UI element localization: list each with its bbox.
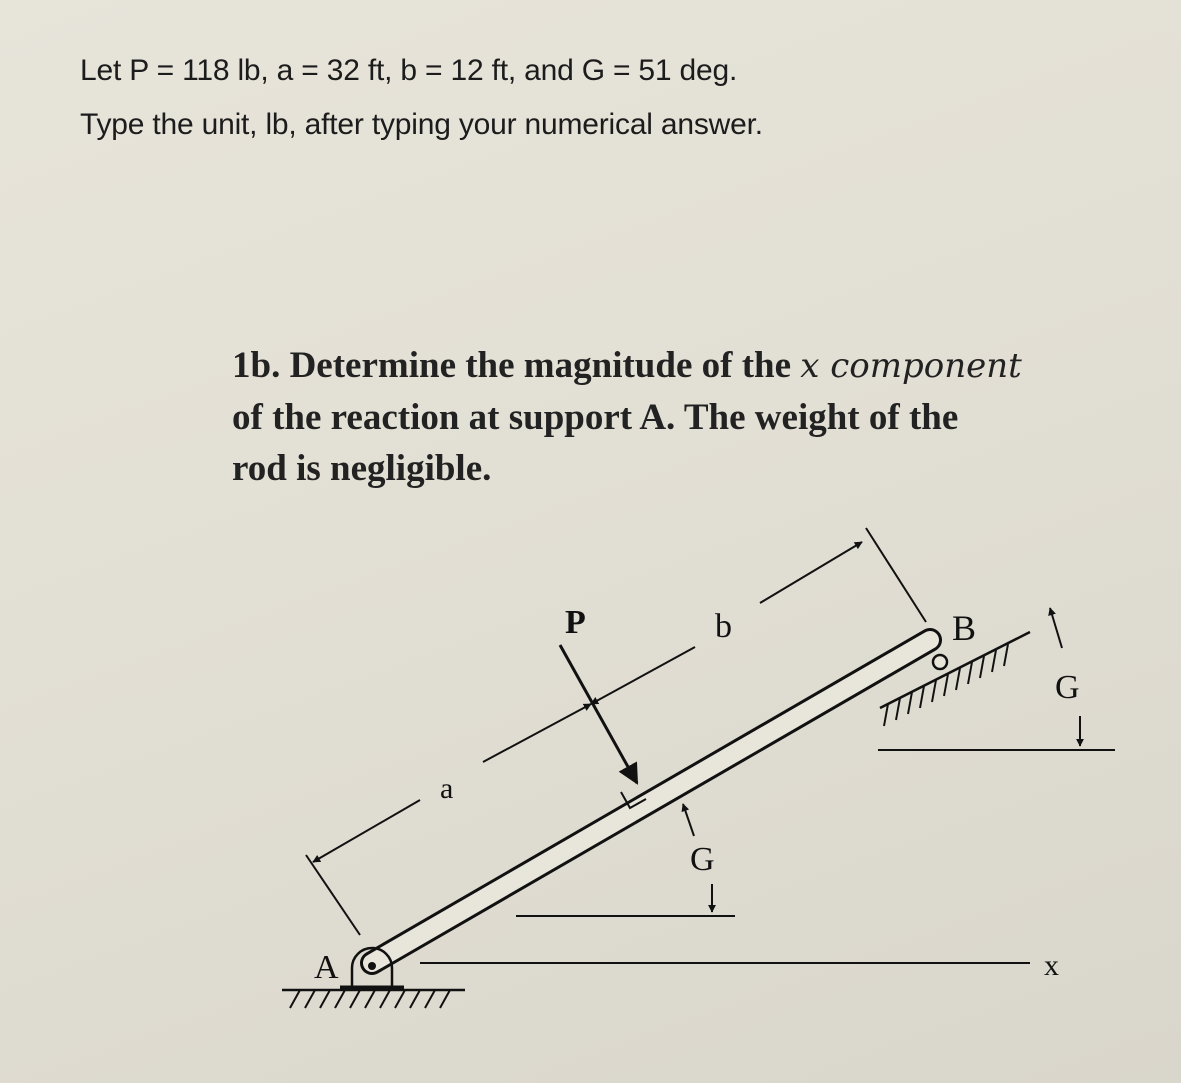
x-component-term: x component — [800, 346, 1022, 386]
label-a-dimension: a — [440, 772, 454, 805]
rod — [372, 640, 930, 963]
label-point-b: B — [952, 608, 977, 648]
problem-line-2: of the reaction at support A. The weight of the — [232, 397, 959, 438]
ground-hatch-icon — [290, 990, 450, 1008]
label-axis-x: x — [1044, 949, 1059, 982]
bottom-angle-arrow-up — [683, 804, 694, 836]
roller-icon — [933, 655, 947, 669]
right-angle-arrow-up — [1050, 608, 1062, 648]
answer-instruction-text: Type the unit, lb, after typing your numerical answer. — [80, 108, 763, 141]
label-g-bottom: G — [690, 841, 715, 878]
given-values-text: Let P = 118 lb, a = 32 ft, b = 12 ft, and G = 51 deg. — [80, 54, 738, 87]
label-b-dimension: b — [715, 608, 732, 645]
label-g-right: G — [1055, 669, 1080, 706]
label-support-a: A — [314, 949, 339, 986]
problem-line-3: rod is negligible. — [232, 448, 492, 489]
dimension-a — [306, 704, 591, 935]
problem-line-1-prefix: 1b. Determine the magnitude of the — [232, 345, 801, 386]
label-p: P — [565, 604, 586, 641]
